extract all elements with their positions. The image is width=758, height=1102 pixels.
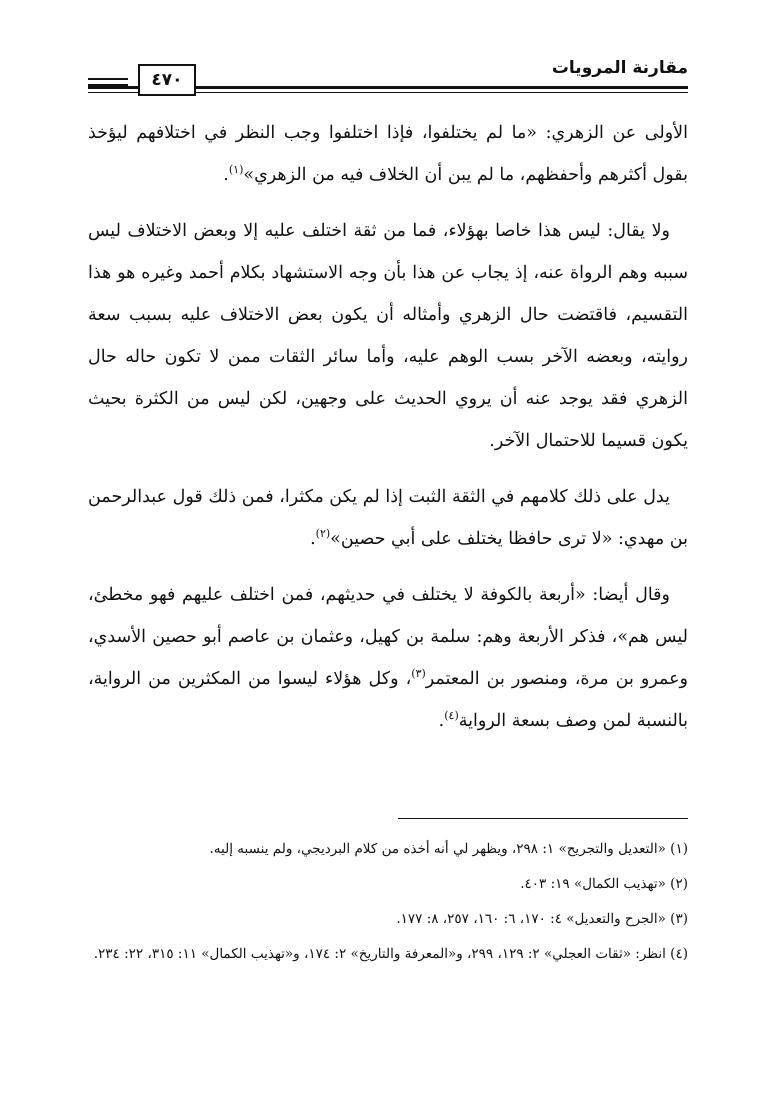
paragraph-text: ، وكل هؤلاء ليسوا من المكثرين من الرواية، بالنسبة لمن وصف بسعة الرواية: [88, 669, 688, 731]
paragraph-end: .: [223, 165, 229, 185]
footnotes: [88, 832, 688, 972]
paragraph-end: .: [438, 711, 445, 731]
main-text: [88, 112, 688, 756]
page-header: [88, 56, 688, 96]
header-dash: [88, 78, 128, 80]
paragraph-3: [88, 476, 688, 560]
footnote-3: (٣) «الجرح والتعديل» ٤: ١٧٠، ٦: ١٦٠، ٢٥٧، ٨: ١٧٧.: [396, 911, 688, 927]
footnote-4: (٤) انظر: «ثقات العجلي» ٢: ١٢٩، ٢٩٩، و«المعرفة والتاريخ» ٢: ١٧٤، و«تهذيب الكمال» ١١: ٣١٥، ٢٢: ٢٣٤.: [93, 946, 688, 962]
footnote-1: (١) «التعديل والتجريح» ١: ٢٩٨، ويظهر لي أنه أخذه من كلام البرديجي، ولم ينسبه إليه.: [209, 841, 688, 857]
paragraph-text: وقال أيضا: «أربعة بالكوفة لا يختلف في حديثهم، فمن اختلف عليهم فهو مخطئ، ليس هم»، فذكر الأربعة وهم: سلمة بن كهيل، وعثمان بن عاصم أبو حصين الأسدي، وعمرو بن مرة، ومنصور بن المعتمر: [88, 585, 688, 689]
page-number: ٤٧٠: [138, 64, 196, 96]
paragraph-text: الأولى عن الزهري: «ما لم يختلفوا، فإذا اختلفوا وجب النظر في اختلافهم ليؤخذ بقول أكثرهم وأحفظهم، ما لم يبن أن الخلاف فيه من الزهري»: [88, 123, 688, 185]
paragraph-2: [88, 210, 688, 462]
paragraph-end: .: [310, 529, 316, 549]
footnote-ref-1: (١): [228, 163, 244, 177]
footnote-ref-4: (٤): [444, 709, 459, 723]
footnote-2: (٢) «تهذيب الكمال» ١٩: ٤٠٣.: [520, 876, 688, 892]
running-title: مقارنة المرويات: [551, 58, 688, 78]
paragraph-text: يدل على ذلك كلامهم في الثقة الثبت إذا لم يكن مكثرا، فمن ذلك قول عبدالرحمن بن مهدي: «لا ترى حافظا يختلف على أبي حصين»: [88, 487, 688, 549]
footnote-ref-3: (٣): [411, 667, 426, 681]
paragraph-4: [88, 574, 688, 742]
footnote-separator: [398, 818, 688, 819]
footnote-ref-2: (٢): [315, 527, 331, 541]
paragraph-1: [88, 112, 688, 196]
paragraph-text: ولا يقال: ليس هذا خاصا بهؤلاء، فما من ثقة اختلف عليه إلا وبعض الاختلاف ليس سببه وهم الرواة عنه، إذ يجاب عن هذا بأن وجه الاستشهاد بكلام أحمد وغيره هو هذا التقسيم، فاقتضت حال الزهري وأمثاله أن يكون بعض الاختلاف عليه بسبب سعة روايته، وبعضه الآخر بسب الوهم عليه، وأما سائر الثقات ممن لا تكون حاله حال الزهري فقد يوجد عنه أن يروي الحديث على وجهين، لكن ليس من الكثرة بحيث يكون قسيما للاحتمال الآخر.: [88, 221, 688, 451]
